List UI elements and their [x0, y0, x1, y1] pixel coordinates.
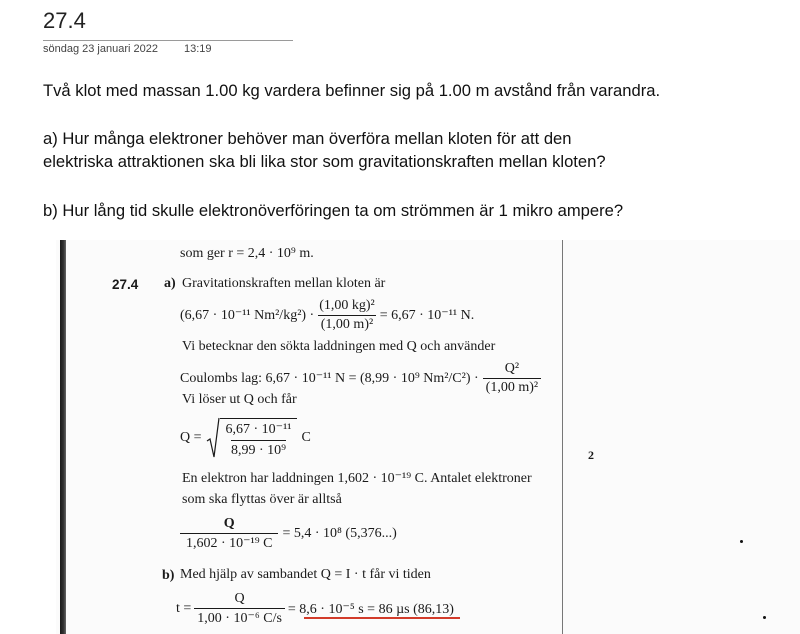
part-a-intro: Gravitationskraften mellan kloten är [182, 276, 386, 291]
question-b: b) Hur lång tid skulle elektronöverföringen ta om strömmen är 1 mikro ampere? [43, 201, 624, 220]
time-fraction [194, 591, 285, 627]
coulomb-denominator: (1,00 m)² [483, 378, 541, 396]
question-a-line-2: elektriska attraktionen ska bli lika stor som gravitationskraften mellan kloten? [43, 152, 606, 171]
electron-result: = 5,4 · 10⁸ (5,376...) [282, 526, 397, 541]
page-title: 27.4 [43, 8, 86, 33]
q-numerator: 6,67 · 10⁻¹¹ [225, 421, 292, 437]
q-unit: C [301, 430, 311, 445]
gravity-prefix: (6,67 · 10⁻¹¹ Nm²/kg²) · [180, 308, 315, 323]
note-date: söndag 23 januari 2022 [43, 43, 158, 55]
time-prefix: t = [176, 601, 192, 616]
q-equation [180, 417, 311, 459]
time-numerator: Q [234, 591, 245, 606]
coulomb-numerator: Q² [504, 361, 520, 376]
question-intro: Två klot med massan 1.00 kg vardera befinner sig på 1.00 m avstånd från varandra. [43, 81, 661, 100]
sqrt-icon [206, 417, 220, 459]
coulomb-equation [180, 361, 541, 396]
sqrt-fraction [220, 418, 298, 459]
title-divider [43, 40, 293, 41]
scanned-solution-image [56, 240, 800, 634]
electron-denominator: 1,602 · 10⁻¹⁹ C [180, 533, 278, 552]
electron-numerator: Q [223, 516, 235, 531]
scan-speck [763, 616, 766, 619]
coulomb-prefix: Coulombs lag: 6,67 · 10⁻¹¹ N = (8,99 · 10⁹ Nm²/C²) · [180, 371, 479, 386]
time-equation [176, 591, 454, 627]
part-a-label: a) [164, 276, 176, 291]
electron-line-1: En elektron har laddningen 1,602 · 10⁻¹⁹ C. Antalet elektroner [182, 471, 532, 486]
gravity-equation [180, 298, 474, 333]
answer-underline [304, 617, 460, 619]
part-b-text: Med hjälp av sambandet Q = I · t får vi tiden [180, 567, 431, 582]
gravity-numerator: (1,00 kg)² [319, 298, 375, 313]
previous-result-line: som ger r = 2,4 · 10⁹ m. [180, 246, 314, 261]
scan-speck [740, 540, 743, 543]
scan-binding-edge [60, 240, 66, 634]
charge-intro: Vi betecknar den sökta laddningen med Q och använder [182, 339, 496, 354]
note-time: 13:19 [184, 43, 212, 55]
q-prefix: Q = [180, 430, 202, 445]
time-denominator: 1,00 · 10⁻⁶ C/s [194, 608, 285, 627]
question-a-line-1: a) Hur många elektroner behöver man överföra mellan kloten för att den [43, 129, 572, 148]
electron-count-equation [180, 516, 397, 552]
coulomb-fraction [483, 361, 541, 396]
time-result: = 8,6 · 10⁻⁵ s = 86 µs (86,13) [287, 601, 454, 617]
q-denominator: 8,99 · 10⁹ [231, 440, 286, 459]
electron-fraction [180, 516, 278, 552]
solve-text: Vi löser ut Q och får [182, 392, 297, 407]
gravity-denominator: (1,00 m)² [318, 315, 376, 333]
electron-line-2: som ska flyttas över är alltså [182, 492, 342, 507]
solution-number: 27.4 [112, 277, 139, 292]
margin-mark: 2 [588, 448, 594, 462]
gravity-fraction [316, 298, 378, 333]
scan-page-edge [562, 240, 563, 634]
part-b-label: b) [162, 568, 175, 583]
gravity-result: = 6,67 · 10⁻¹¹ N. [379, 308, 475, 323]
